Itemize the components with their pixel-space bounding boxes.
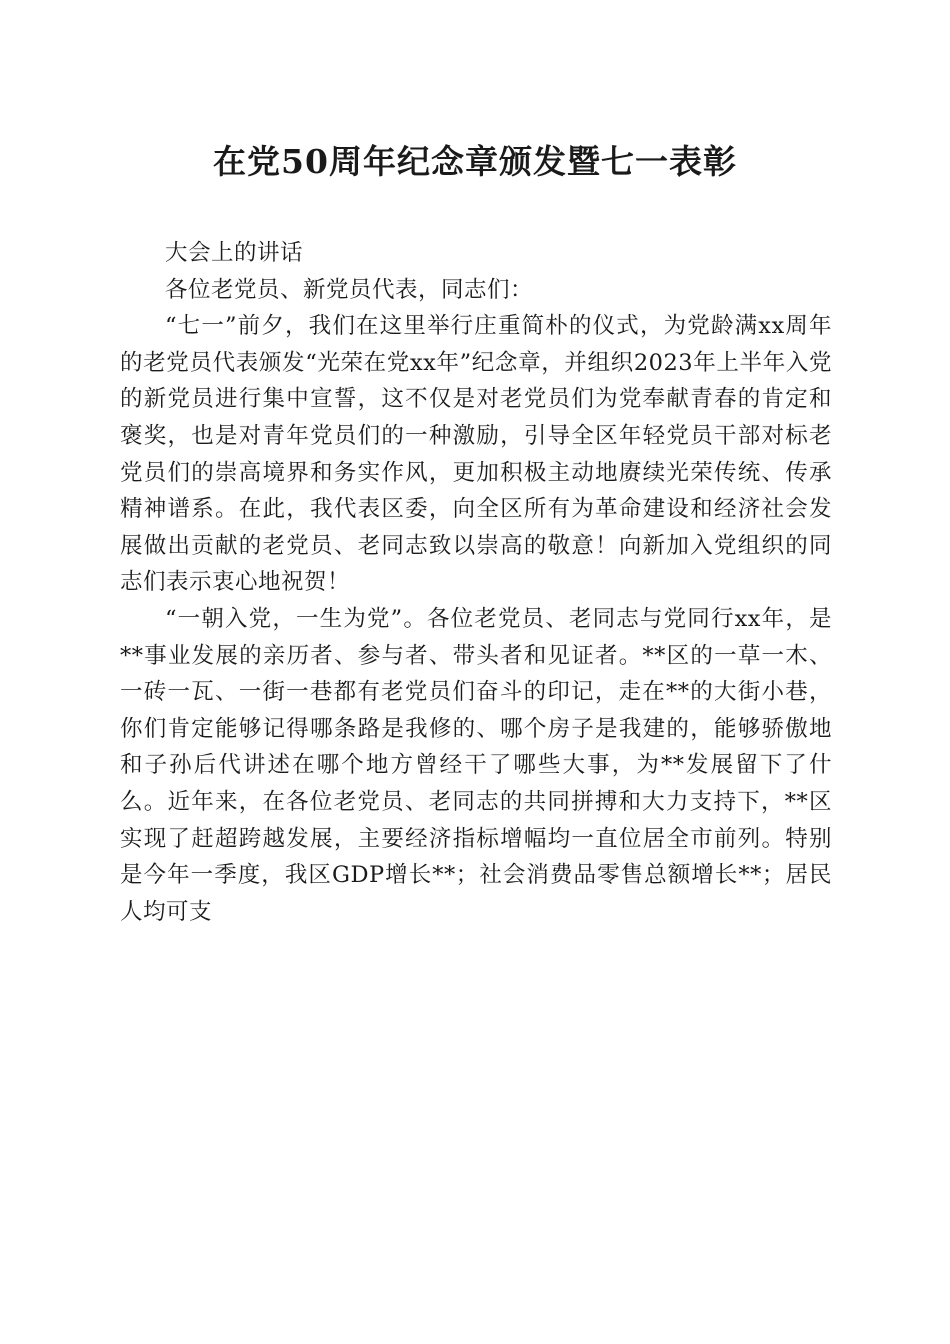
document-body bbox=[120, 235, 832, 930]
document-title: 在党50周年纪念章颁发暨七一表彰 bbox=[213, 142, 737, 181]
paragraph-salutation: 各位老党员、新党员代表，同志们： bbox=[165, 276, 534, 303]
paragraph-subtitle: 大会上的讲话 bbox=[165, 240, 304, 266]
paragraph-body: “一朝入党，一生为党”。各位老党员、老同志与党同行xx年，是**事业发展的亲历者、参与者、带头者和见证者。**区的一草一木、一砖一瓦、一街一巷都有老党员们奋斗的印记，走在**的大街小巷，你们肯定能够记得哪条路是我修的、哪个房子是我建的，能够骄傲地和子孙后代讲述在哪个地方曾经干了哪些大事，为**发展留下了什么。近年来，在各位老党员、老同志的共同拼搏和大力支持下，**区实现了赶超跨越发展，主要经济指标增幅均一直位居全市前列。特别是今年一季度，我区GDP增长**；社会消费品零售总额增长**；居民人均可支 bbox=[120, 605, 832, 925]
paragraph-opening: “七一”前夕，我们在这里举行庄重简朴的仪式，为党龄满xx周年的老党员代表颁发“光荣在党xx年”纪念章，并组织2023年上半年入党的新党员进行集中宣誓，这不仅是对老党员们为党奉献青春的肯定和褒奖，也是对青年党员们的一种激励，引导全区年轻党员干部对标老党员们的崇高境界和务实作风，更加积极主动地赓续光荣传统、传承精神谱系。在此，我代表区委，向全区所有为革命建设和经济社会发展做出贡献的老党员、老同志致以崇高的敬意！向新加入党组织的同志们表示衷心地祝贺！ bbox=[120, 313, 832, 596]
